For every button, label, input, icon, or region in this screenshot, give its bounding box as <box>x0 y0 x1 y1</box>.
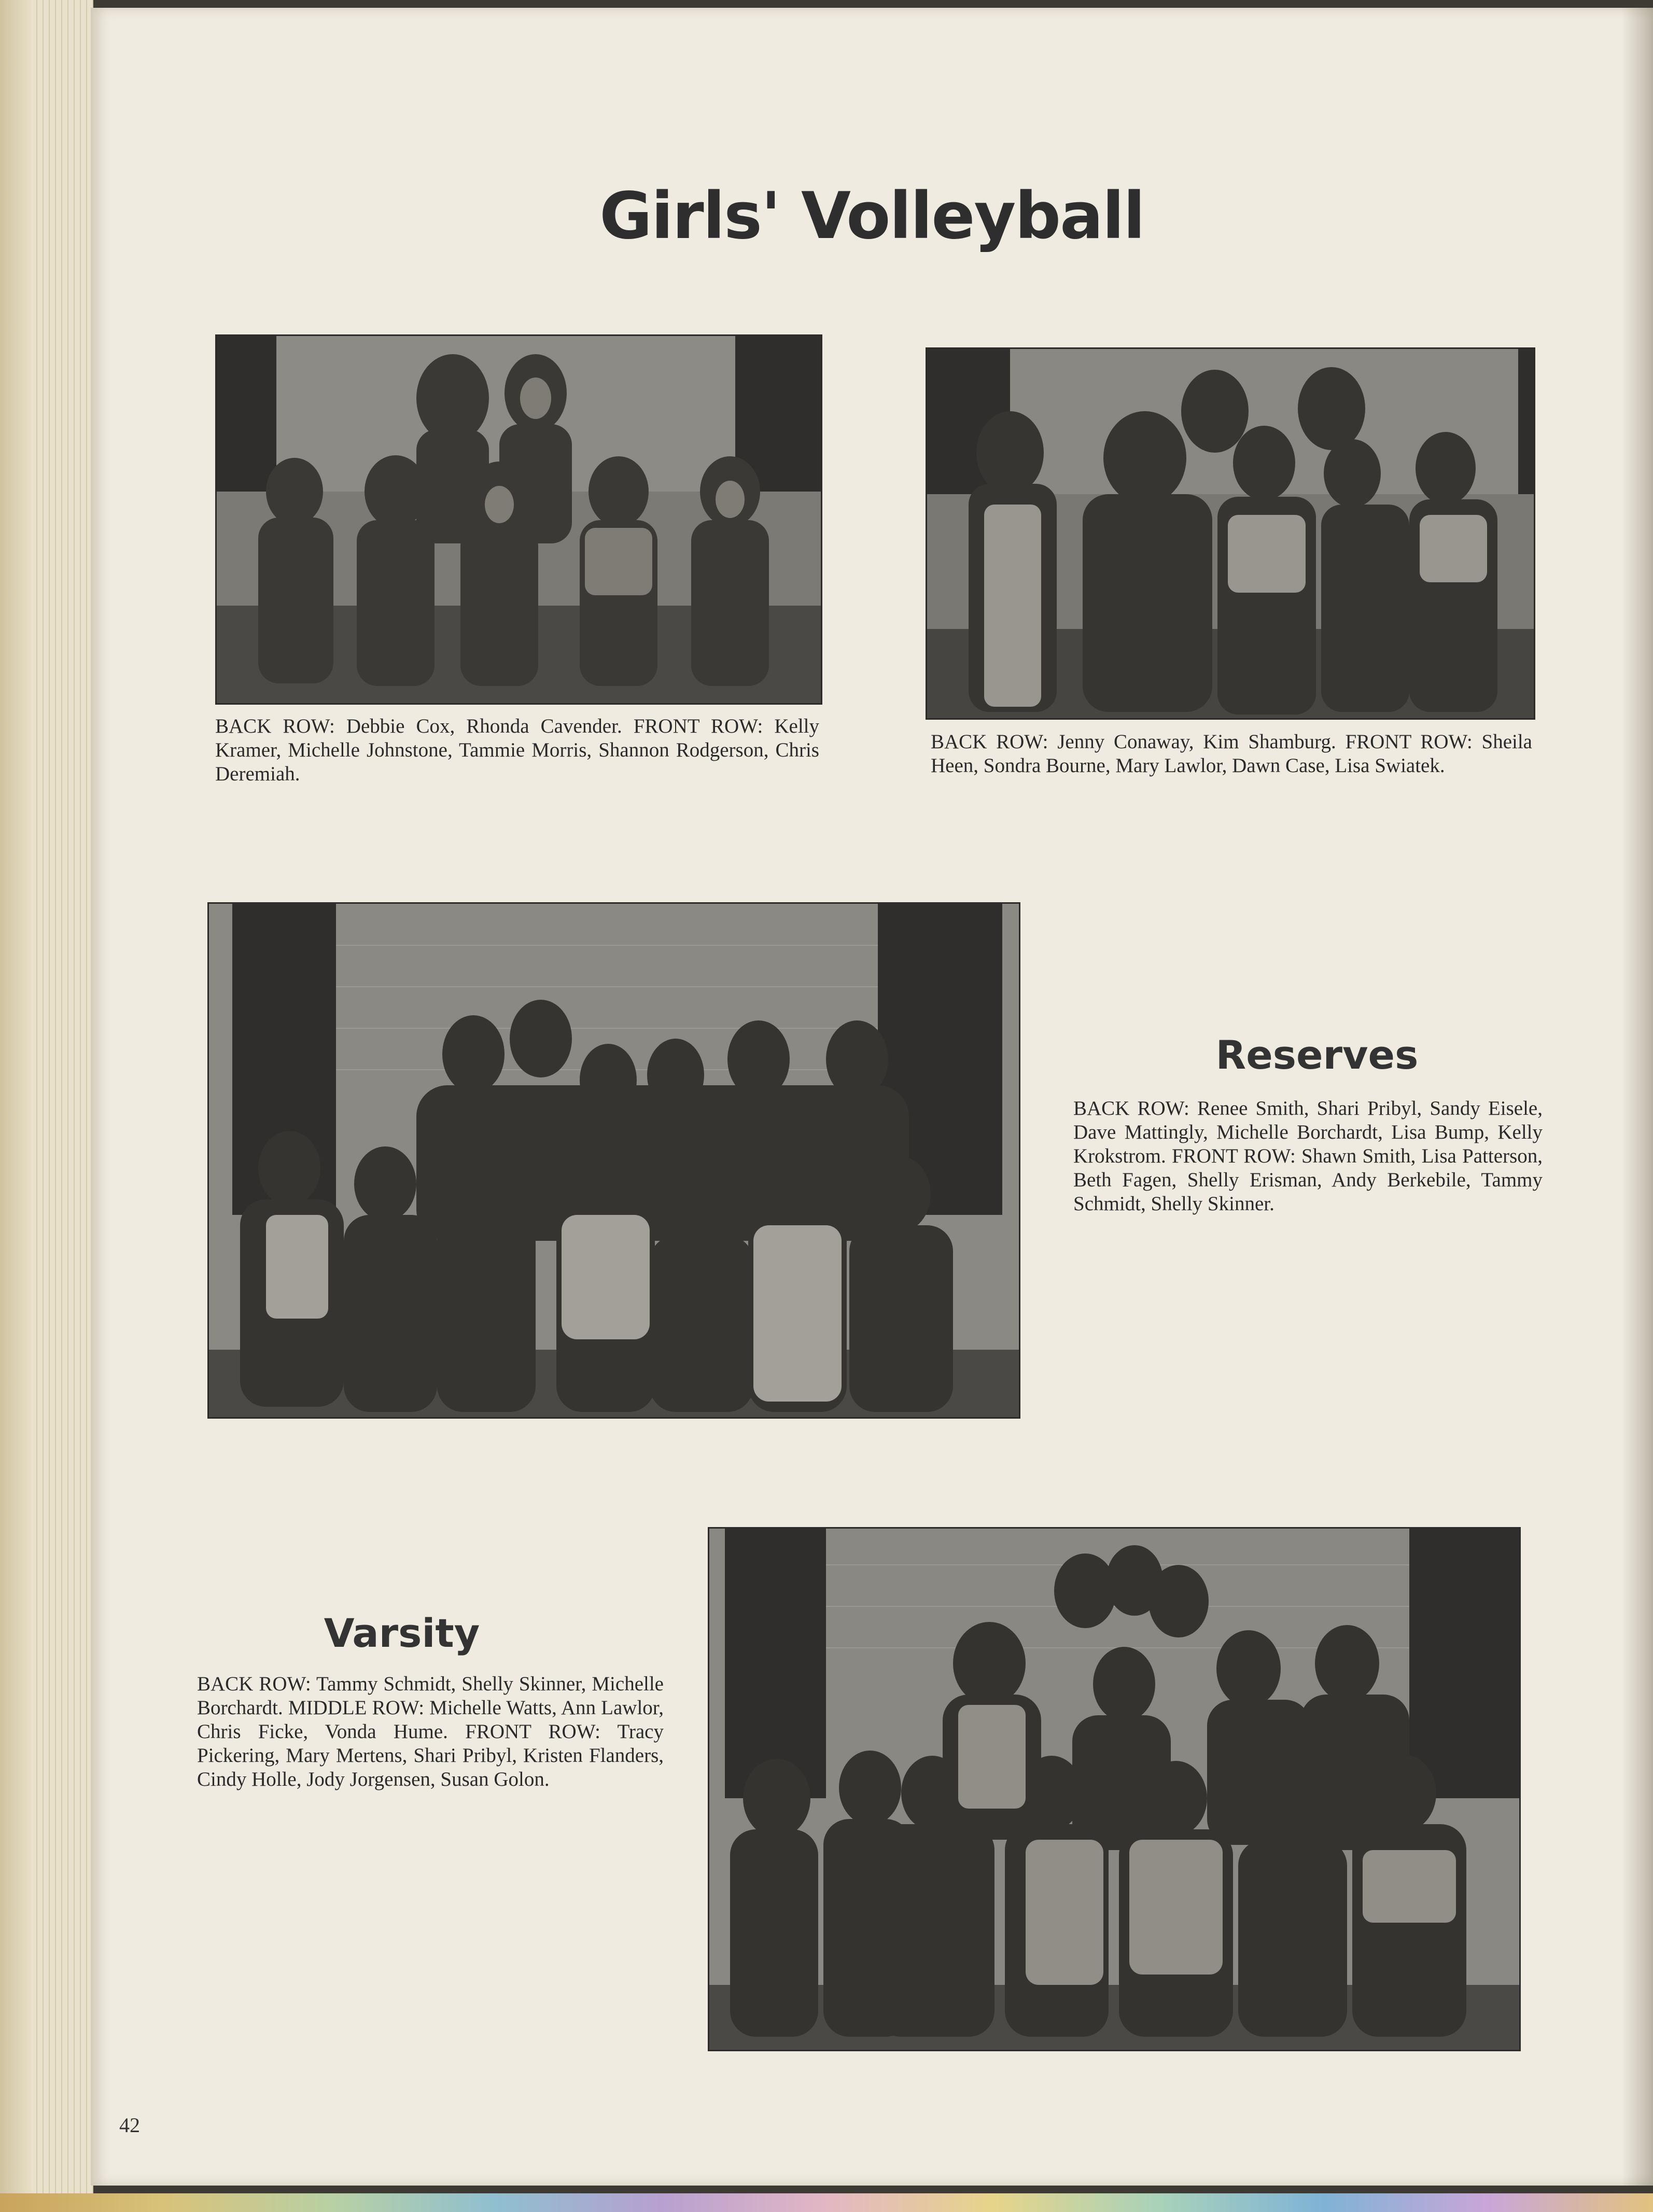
page-number: 42 <box>119 2113 140 2137</box>
cover-edge <box>0 2193 1653 2212</box>
team-photo-1 <box>215 334 822 705</box>
team-photo-2-caption: BACK ROW: Jenny Conaway, Kim Shamburg. FRONT ROW: Sheila Heen, Sondra Bourne, Mary Lawlor, Dawn Case, Lisa Swiatek. <box>931 731 1532 777</box>
team-photo-1-caption: BACK ROW: Debbie Cox, Rhonda Cavender. FRONT ROW: Kelly Kramer, Michelle Johnstone, Tammie Morris, Shannon Rodgerson, Chris Deremiah. <box>215 715 819 785</box>
yearbook-page <box>91 8 1653 2186</box>
varsity-heading: Varsity <box>324 1610 480 1656</box>
varsity-caption: BACK ROW: Tammy Schmidt, Shelly Skinner, Michelle Borchardt. MIDDLE ROW: Michelle Watts, Ann Lawlor, Chris Ficke, Vonda Hume. FRONT ROW: Tracy Pickering, Mary Mertens, Shari Pribyl, Kristen Flanders, Cindy Holle, Jody Jorgensen, Susan Golon. <box>197 1673 664 1790</box>
page-gutter-shadow <box>1622 8 1653 2186</box>
reserves-team-photo <box>207 902 1020 1419</box>
reserves-heading: Reserves <box>1215 1032 1419 1078</box>
page-title: Girls' Volleyball <box>599 179 1144 254</box>
team-photo-2 <box>926 347 1535 720</box>
page-edges <box>31 0 93 2193</box>
varsity-team-photo <box>708 1527 1521 2051</box>
reserves-caption: BACK ROW: Renee Smith, Shari Pribyl, Sandy Eisele, Dave Mattingly, Michelle Borchardt, Lisa Bump, Kelly Krokstrom. FRONT ROW: Shawn Smith, Lisa Patterson, Beth Fagen, Shelly Erisman, Andy Berkebile, Tammy Schmidt, Shelly Skinner. <box>1073 1097 1543 1215</box>
